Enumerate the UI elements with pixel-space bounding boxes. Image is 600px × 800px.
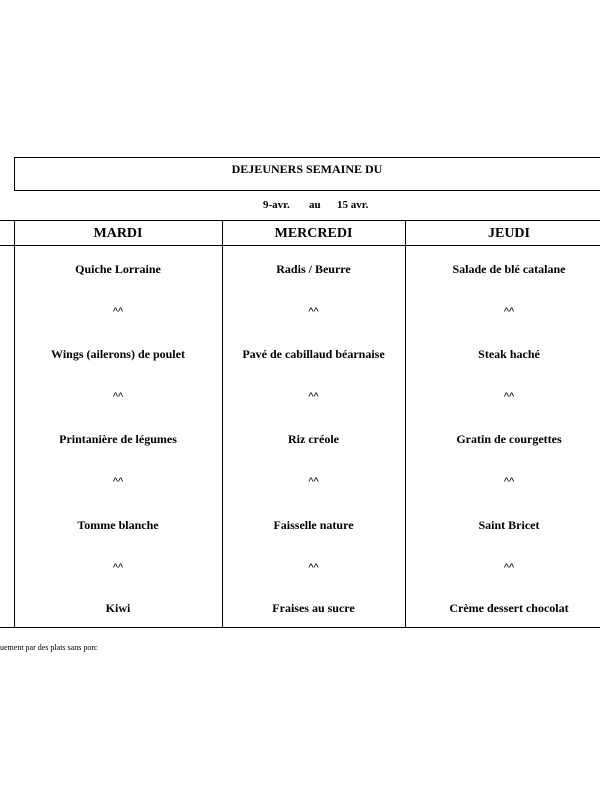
day-column-mercredi: [222, 220, 405, 628]
date-separator: au: [309, 199, 321, 211]
menu-item-starter: Quiche Lorraine: [75, 262, 161, 276]
menu-item-main: Pavé de cabillaud béarnaise: [242, 347, 385, 361]
menu-item-main: Steak haché: [478, 347, 540, 361]
separator: ^^: [112, 306, 124, 318]
separator: ^^: [112, 476, 124, 488]
menu-item-starter: Salade de blé catalane: [452, 262, 566, 276]
day-header: JEUDI: [487, 226, 530, 241]
footnote: uement par des plats sans porc: [0, 643, 98, 652]
separator: ^^: [308, 306, 319, 318]
menu-item-dessert: Crème dessert chocolat: [449, 601, 569, 615]
menu-item-side: Printanière de légumes: [59, 432, 177, 446]
menu-item-side: Gratin de courgettes: [456, 432, 562, 446]
separator: ^^: [503, 562, 515, 574]
day-header: MARDI: [93, 226, 143, 241]
date-start: 9-avr.: [263, 199, 290, 211]
menu-item-dessert: Kiwi: [105, 601, 131, 615]
menu-item-dairy: Saint Bricet: [478, 518, 540, 532]
menu-item-main: Wings (ailerons) de poulet: [51, 347, 185, 361]
menu-item-dairy: Tomme blanche: [77, 518, 159, 532]
day-header: MERCREDI: [274, 226, 353, 241]
separator: ^^: [308, 391, 319, 403]
menu-title: DEJEUNERS SEMAINE DU: [231, 162, 383, 176]
day-column-mardi: [14, 220, 222, 628]
separator: ^^: [308, 476, 319, 488]
day-column-jeudi: [405, 220, 600, 628]
separator: ^^: [503, 391, 515, 403]
separator: ^^: [308, 562, 319, 574]
separator: ^^: [503, 306, 515, 318]
menu-item-side: Riz créole: [288, 432, 339, 446]
separator: ^^: [112, 562, 124, 574]
date-end: 15 avr.: [337, 199, 369, 211]
menu-item-dairy: Faisselle nature: [273, 518, 354, 532]
separator: ^^: [503, 476, 515, 488]
menu-item-starter: Radis / Beurre: [276, 262, 351, 276]
menu-item-dessert: Fraises au sucre: [272, 601, 355, 615]
separator: ^^: [112, 391, 124, 403]
